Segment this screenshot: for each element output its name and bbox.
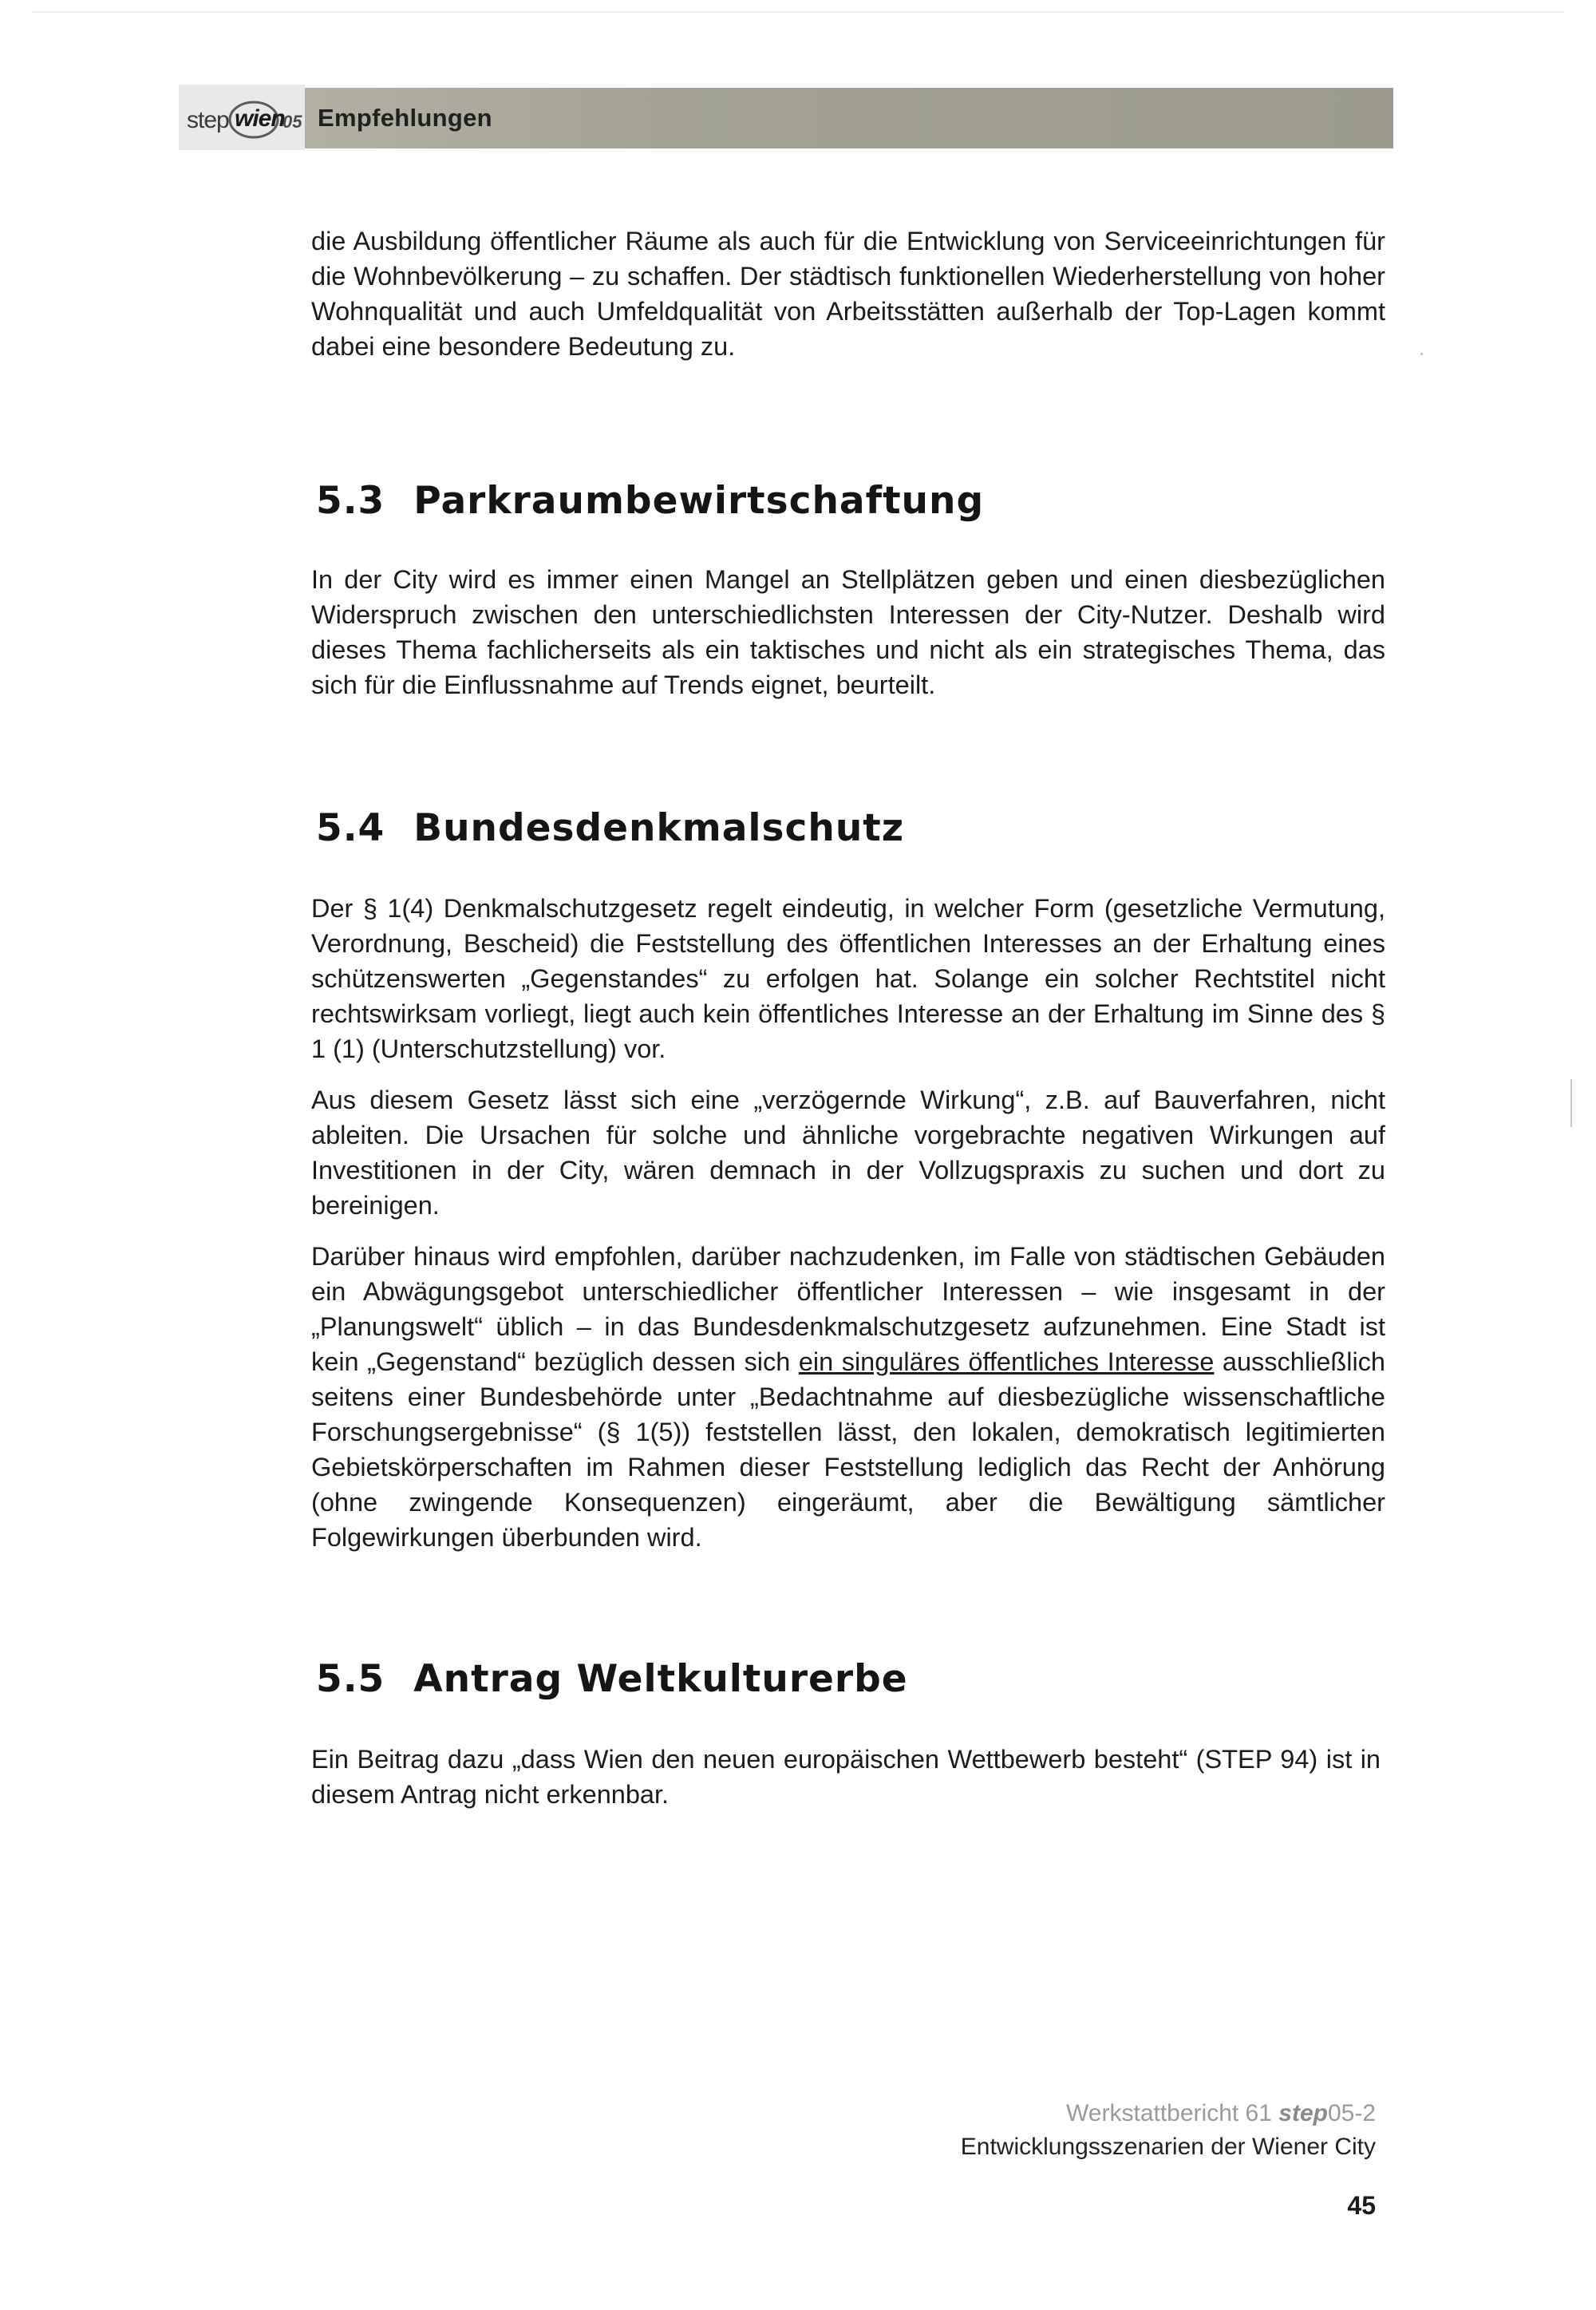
- footer-report-brand: step: [1278, 2100, 1328, 2126]
- heading-5-5-title: Antrag Weltkulturerbe: [413, 1657, 908, 1701]
- paragraph-5-4-c-part1: Darüber hinaus wird empfohlen, darüber nachzudenken, im Falle von städtischen Gebäuden ein Abwägungsgebot unterschiedlicher öffentlicher Interessen – wie insgesamt in der „Planungswelt“ üblich – in das Bundesdenkmalschutzgesetz aufzunehmen. Eine Stadt ist kein „Gegenstand“ bezüglich dessen sich: [311, 1242, 1385, 1376]
- footer-subtitle: Entwicklungsszenarien der Wiener City: [960, 2134, 1376, 2160]
- footer-report-prefix: Werkstattbericht 61: [1066, 2100, 1279, 2126]
- header-title: Empfehlungen: [318, 104, 492, 132]
- paragraph-5-4-c-underlined: ein singuläres öffentliches Interesse: [798, 1347, 1215, 1376]
- paragraph-5-3: In der City wird es immer einen Mangel an Stellplätzen geben und einen diesbezüglichen Widerspruch zwischen den unterschiedlichsten Interessen der City-Nutzer. Deshalb wird dieses Thema fachlicherseits als ein taktisches und nicht als ein strategisches Thema, das sich für die Einflussnahme auf Trends eignet, beurteilt.: [311, 565, 1385, 699]
- paragraph-5-4-a: Der § 1(4) Denkmalschutzgesetz regelt eindeutig, in welcher Form (gesetzliche Vermutung, Verordnung, Bescheid) die Feststellung des öffentlichen Interesses an der Erhaltung eines schützenswerten „Gegenstandes“ zu erfolgen hat. Solange ein solcher Rechtstitel nicht rechtswirksam vorliegt, liegt auch kein öffentliches Interesse an der Erhaltung im Sinne des § 1 (1) (Unterschutzstellung) vor.: [311, 894, 1385, 1063]
- scan-dot: [1420, 353, 1423, 355]
- intro-paragraph: die Ausbildung öffentlicher Räume als auch für die Entwicklung von Serviceeinrichtungen für die Wohnbevölkerung – zu schaffen. Der städtisch funktionellen Wiederherstellung von hoher Wohnqualität und auch Umfeldqualität von Arbeitsstätten außerhalb der Top-Lagen kommt dabei eine besondere Bedeutung zu.: [311, 227, 1385, 361]
- heading-5-5-number: 5.5: [316, 1657, 385, 1701]
- svg-text:step: step: [187, 107, 229, 133]
- stepwien-logo: [185, 91, 303, 144]
- heading-5-5: [316, 1655, 908, 1703]
- heading-5-3: [316, 477, 984, 525]
- paragraph-5-4-c: [311, 1239, 1385, 1555]
- paragraph-5-5: Ein Beitrag dazu „dass Wien den neuen europäischen Wettbewerb besteht“ (STEP 94) ist in diesem Antrag nicht erkennbar.: [311, 1745, 1381, 1809]
- scan-edge-mark: [1570, 1079, 1572, 1127]
- page-number: 45: [1347, 2191, 1376, 2220]
- paragraph-5-4-b: Aus diesem Gesetz lässt sich eine „verzögernde Wirkung“, z.B. auf Bauverfahren, nicht ableiten. Die Ursachen für solche und ähnliche vorgebrachte negativen Wirkungen auf Investitionen in der City, wären demnach in der Vollzugspraxis zu suchen und dort zu bereinigen.: [311, 1086, 1385, 1220]
- svg-text:05: 05: [282, 112, 302, 132]
- footer-report-title: [1066, 2100, 1376, 2127]
- heading-5-4-number: 5.4: [316, 806, 385, 850]
- page-edge: [32, 11, 1564, 13]
- svg-text:wien: wien: [235, 105, 285, 132]
- footer-report-suffix: 05-2: [1327, 2100, 1376, 2126]
- heading-5-4: [316, 805, 904, 852]
- paragraph-5-4-c-part2: ausschließlich seitens einer Bundesbehörde unter „Bedachtnahme auf diesbezügliche wissenschaftliche Forschungsergebnisse“ (§ 1(5)) feststellen lässt, den lokalen, demokratisch legitimierten Gebietskörperschaften im Rahmen dieser Feststellung lediglich das Recht der Anhörung (ohne zwingende Konsequenzen) eingeräumt, aber die Bewältigung sämtlicher Folgewirkungen überbunden wird.: [311, 1347, 1385, 1552]
- heading-5-3-number: 5.3: [316, 479, 385, 523]
- heading-5-3-title: Parkraumbewirtschaftung: [413, 479, 985, 523]
- heading-5-4-title: Bundesdenkmalschutz: [413, 806, 905, 850]
